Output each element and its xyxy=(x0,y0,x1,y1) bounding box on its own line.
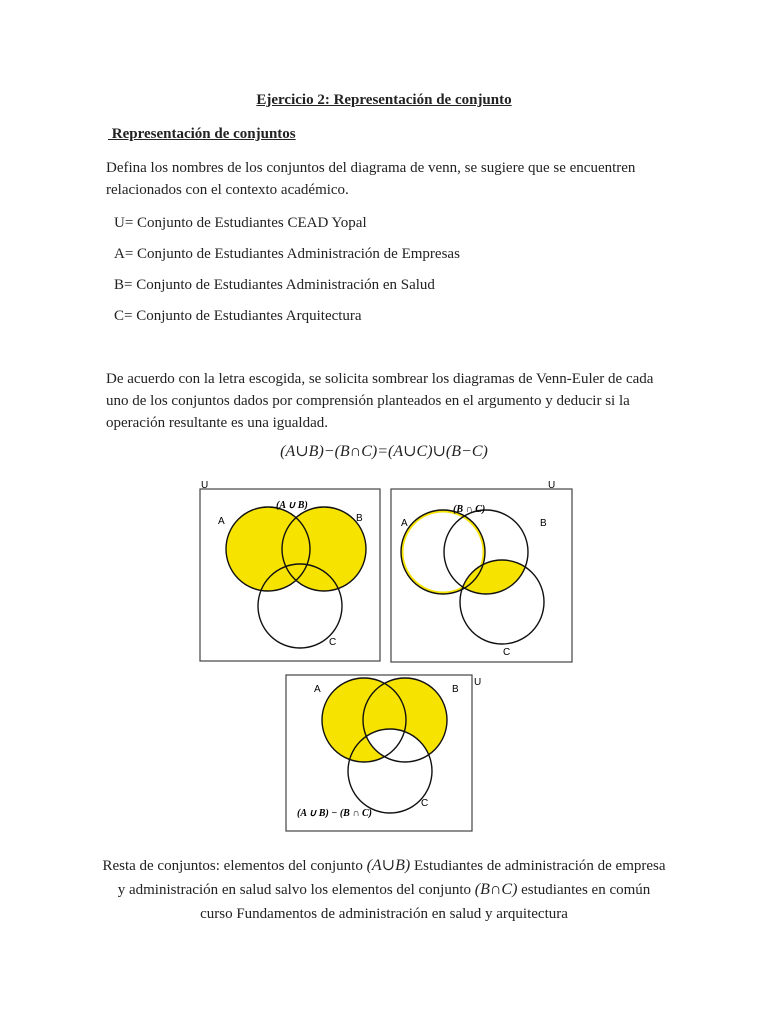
set-c-label: C xyxy=(421,798,429,809)
intro-paragraph: Defina los nombres de los conjuntos del diagrama de venn, se sugiere que se encuentren relacionados con el contexto académico. xyxy=(106,160,636,198)
section-subtitle: Representación de conjuntos xyxy=(108,126,296,142)
set-c-label: C xyxy=(329,637,337,648)
caption-math-union: (A∪B) xyxy=(366,857,411,874)
formula-label: (A ∪ B) − (B ∩ C) xyxy=(297,808,373,819)
venn-diagram-intersection xyxy=(388,476,578,666)
set-a-label: A xyxy=(314,684,321,695)
formula-label: (A ∪ B) xyxy=(276,500,308,511)
set-c-label: C xyxy=(503,647,511,658)
set-a-label: A xyxy=(401,518,408,529)
universe-label: U xyxy=(474,677,482,688)
venn-diagram-difference xyxy=(284,672,484,838)
set-b-label: B xyxy=(540,518,547,529)
caption-text-3: estudiantes en común curso Fundamentos de administración en salud y arquitectura xyxy=(200,882,651,922)
venn-diagram-union xyxy=(196,476,386,666)
universe-label: U xyxy=(548,480,556,491)
caption-text-1: Resta de conjuntos: elementos del conjunto xyxy=(102,858,367,874)
caption-paragraph xyxy=(100,854,668,926)
universe-label: U xyxy=(201,480,209,491)
definition-a: A= Conjunto de Estudiantes Administración de Empresas xyxy=(114,246,460,262)
caption-math-intersection: (B∩C) xyxy=(474,881,518,898)
set-a-label: A xyxy=(218,516,225,527)
caption-text-2: Estudiantes de administración de empresa y administración en salud salvo los elementos del conjunto xyxy=(117,858,666,898)
set-definitions xyxy=(114,212,460,336)
formula-label: (B ∩ C) xyxy=(453,504,486,515)
set-b-label: B xyxy=(356,513,363,524)
definition-b: B= Conjunto de Estudiantes Administración en Salud xyxy=(114,277,435,293)
definition-u: U= Conjunto de Estudiantes CEAD Yopal xyxy=(114,215,367,231)
instructions-paragraph: De acuerdo con la letra escogida, se solicita sombrear los diagramas de Venn-Euler de cada uno de los conjuntos dados por comprensión planteados en el argumento y deducir si la operación resultante es una igualdad. xyxy=(106,371,654,431)
exercise-title: Ejercicio 2: Representación de conjunto xyxy=(256,92,512,108)
definition-c: C= Conjunto de Estudiantes Arquitectura xyxy=(114,308,362,324)
set-equation: (A∪B)−(B∩C)=(A∪C)∪(B−C) xyxy=(280,443,488,460)
set-b-label: B xyxy=(452,684,459,695)
